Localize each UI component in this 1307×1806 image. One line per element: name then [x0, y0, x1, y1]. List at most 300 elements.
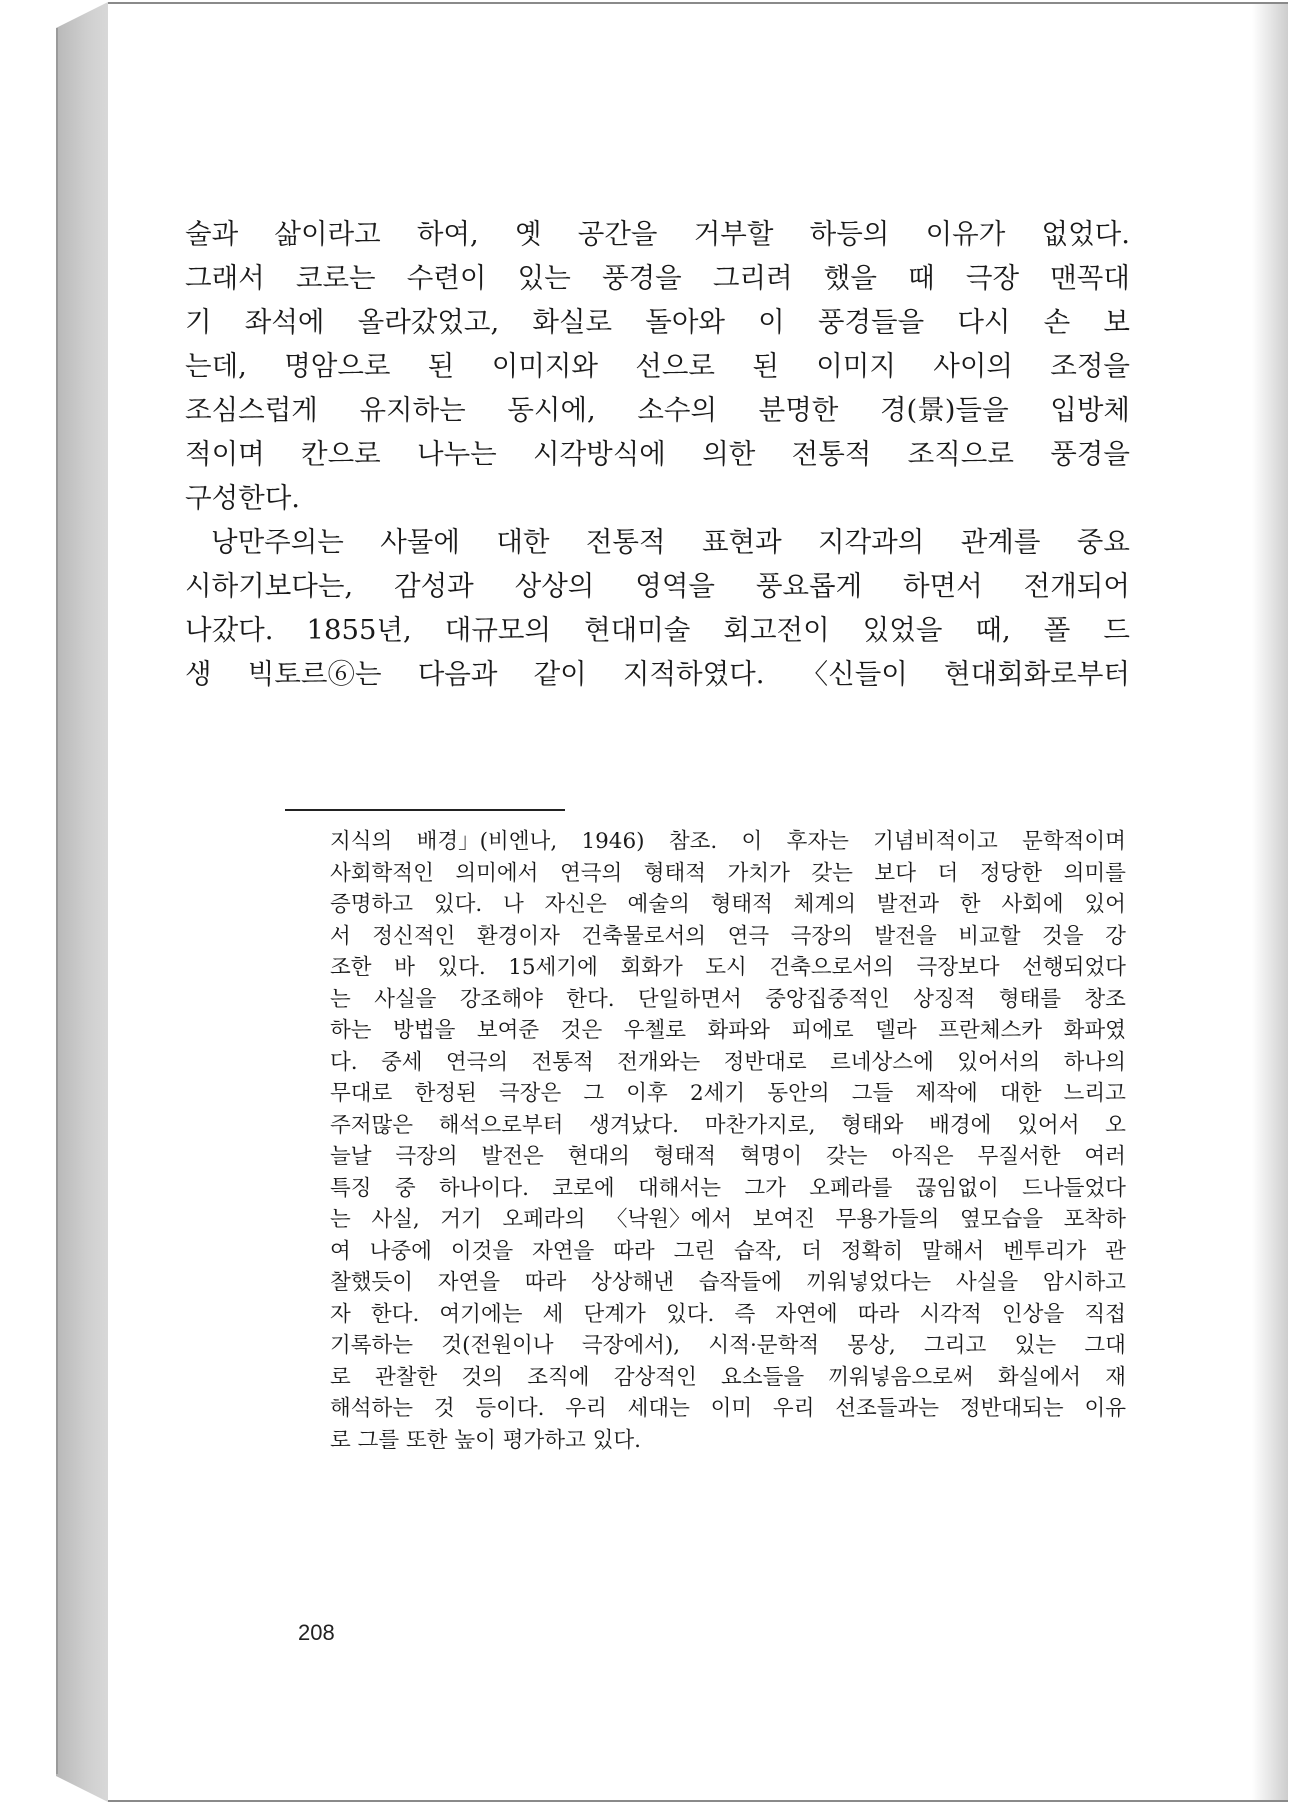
body-line — [185, 608, 1130, 652]
word: 정신적인 — [372, 923, 456, 949]
word: 선행되었다 — [1022, 955, 1126, 980]
word: 손 — [1043, 306, 1071, 338]
word: 정당한 — [979, 860, 1043, 886]
word: 해석하는 — [330, 1396, 414, 1421]
word: 하나의 — [1063, 1049, 1126, 1075]
word: 르네상스에 — [830, 1049, 934, 1075]
word: 시각적 — [919, 1301, 982, 1327]
word: 〈낙원〉에서 — [606, 1207, 733, 1232]
word: 하는 — [330, 1018, 372, 1043]
word: 이 — [758, 306, 785, 338]
word: 건축으로서의 — [769, 955, 894, 980]
word: 서 — [330, 923, 351, 949]
body-line — [185, 432, 1130, 476]
word: 연극의 — [445, 1049, 509, 1075]
word: 발전을 — [874, 923, 937, 949]
word: 따라 — [857, 1301, 900, 1327]
word: 선으로 — [635, 350, 715, 382]
word: 로 — [330, 1364, 351, 1390]
word: 조직으로 — [907, 438, 1014, 470]
word: 나중에 — [369, 1238, 432, 1264]
footnote-line — [330, 921, 1126, 953]
word: 중앙집중적인 — [765, 986, 890, 1012]
word: 조심스럽게 — [185, 394, 318, 426]
body-line — [185, 300, 1130, 344]
word: 특징 — [330, 1175, 372, 1201]
word: 그들 — [851, 1081, 894, 1106]
footnote-line — [330, 1236, 1126, 1268]
body-line: 구성한다. — [185, 482, 301, 514]
word: 동시에, — [507, 394, 596, 426]
footnote-line — [330, 1204, 1126, 1236]
word: 한 — [959, 892, 981, 917]
word: 조직에 — [527, 1364, 590, 1390]
word: 된 — [752, 350, 779, 382]
footnote-line — [330, 1015, 1126, 1047]
body-line — [185, 652, 1130, 696]
word: 전통적 — [791, 438, 872, 470]
word: 것 — [433, 1396, 455, 1421]
word: 풍경을 — [1050, 438, 1130, 470]
word: 체계의 — [793, 892, 856, 917]
word: 아직은 — [891, 1144, 954, 1169]
word: 바 — [394, 955, 415, 980]
word: 2세기 — [689, 1081, 746, 1106]
word: 벤투리가 — [1003, 1238, 1087, 1264]
word: 암시하고 — [1042, 1270, 1126, 1295]
footnote-line — [330, 984, 1126, 1016]
word: 현대미술 — [584, 614, 691, 646]
word: 것을 — [1042, 923, 1084, 949]
word: 이 — [741, 829, 763, 854]
word: 했을 — [823, 262, 877, 294]
word: 관찰한 — [374, 1364, 438, 1390]
word: 형태를 — [998, 986, 1062, 1012]
word: 강조해야 — [459, 986, 543, 1012]
word: 기념비적이고 — [873, 829, 998, 854]
word: 느리고 — [1063, 1081, 1126, 1106]
word: 있어 — [1084, 892, 1126, 917]
word: 오페라를 — [809, 1175, 893, 1201]
word: 배경에 — [929, 1112, 992, 1138]
word: 그래서 — [185, 262, 265, 294]
word: 끼워넣음으로써 — [828, 1364, 974, 1390]
word: 시각방식에 — [533, 438, 666, 470]
word: 극장보다 — [916, 955, 1000, 980]
word: 감상적인 — [613, 1364, 697, 1390]
book-spine — [56, 2, 108, 1802]
word: 사실, — [371, 1207, 420, 1232]
footnote-line — [330, 1110, 1126, 1142]
word: 후자는 — [786, 829, 849, 854]
word: 관 — [1105, 1238, 1126, 1264]
word: 하나이다. — [439, 1175, 529, 1201]
word: 상징적 — [913, 986, 976, 1012]
word: 우리 — [772, 1396, 815, 1421]
word: 이것을 — [450, 1238, 514, 1264]
word: 사이의 — [933, 350, 1013, 382]
word: 풍경들을 — [817, 306, 925, 338]
word: 다음과 — [417, 658, 498, 690]
word: 우리 — [565, 1396, 607, 1421]
word: 방법을 — [393, 1018, 456, 1043]
word: 제작에 — [915, 1081, 978, 1106]
word: 여 — [330, 1238, 351, 1264]
word: 창조 — [1084, 986, 1126, 1012]
word: 비교할 — [958, 923, 1021, 949]
word: 유지하는 — [359, 394, 466, 426]
word: 따라 — [524, 1270, 567, 1295]
word: 드 — [1103, 614, 1130, 646]
word: 보 — [1103, 306, 1130, 338]
word: 의미에서 — [455, 860, 539, 886]
word: 그대 — [1084, 1333, 1126, 1358]
word: 지각과의 — [818, 526, 925, 558]
word: 회화가 — [620, 955, 683, 980]
word: 요소들을 — [721, 1364, 805, 1390]
word: 보여준 — [476, 1018, 540, 1043]
word: 늘날 — [330, 1144, 372, 1169]
word: 나 — [502, 892, 524, 917]
word: 전통적 — [531, 1049, 594, 1075]
word: 이유 — [1084, 1396, 1126, 1421]
word: 공간을 — [577, 218, 658, 250]
word: 그린 — [673, 1238, 716, 1264]
word: 형태와 — [841, 1112, 904, 1138]
word: 세대는 — [627, 1396, 690, 1421]
word: 나누는 — [417, 438, 497, 470]
word: 올라갔었고, — [357, 306, 500, 338]
word: 선조들과는 — [835, 1396, 940, 1421]
footnote-line — [330, 952, 1126, 984]
word: 한다. — [566, 986, 615, 1012]
word: 무대로 — [330, 1081, 393, 1106]
word: 시하기보다는, — [185, 570, 354, 602]
word: 동안의 — [767, 1081, 830, 1106]
word: 연극의 — [559, 860, 623, 886]
body-line — [185, 212, 1130, 256]
word: 여러 — [1084, 1144, 1126, 1169]
word: 강 — [1105, 923, 1126, 949]
word: 극장에서), — [581, 1333, 681, 1358]
word: 오페라의 — [502, 1207, 586, 1232]
word: 것(전원이나 — [441, 1333, 554, 1358]
body-line — [185, 344, 1130, 388]
book-spine-edge — [56, 28, 58, 1774]
word: 정반대되는 — [959, 1396, 1064, 1421]
word: 생겨났다. — [589, 1112, 680, 1138]
word: 주저많은 — [330, 1112, 414, 1138]
word: 감성과 — [394, 570, 474, 602]
word: 오 — [1105, 1112, 1126, 1138]
word: 대규모의 — [444, 614, 552, 646]
word: 있는 — [517, 262, 571, 294]
word: 맨꼭대 — [1050, 262, 1130, 294]
word: 해석으로부터 — [438, 1112, 564, 1138]
word: 전개되어 — [1023, 570, 1130, 602]
word: 있다. — [433, 892, 483, 917]
body-line — [185, 388, 1130, 432]
word: 정확히 — [840, 1238, 904, 1264]
word: 건축물로서의 — [581, 923, 707, 949]
word: 찰했듯이 — [330, 1270, 414, 1295]
word: 보다 — [874, 860, 916, 886]
word: 낭만주의는 — [211, 526, 344, 558]
word: 이유가 — [925, 218, 1006, 250]
word: 단일하면서 — [637, 986, 742, 1012]
word: 풍경을 — [602, 262, 682, 294]
word: 더 — [937, 860, 959, 886]
word: 극장의 — [395, 1144, 458, 1169]
word: 옆모습을 — [959, 1207, 1044, 1232]
word: 조한 — [330, 955, 372, 980]
page-edge-shadow — [1252, 4, 1288, 1800]
word: 된 — [427, 350, 455, 382]
footnote-line — [330, 1173, 1126, 1205]
word: 다시 — [957, 306, 1011, 338]
word: 도시 — [705, 955, 747, 980]
word: 전통적 — [585, 526, 666, 558]
word: 관계를 — [960, 526, 1041, 558]
word: 는 — [330, 986, 351, 1012]
word: 코로에 — [552, 1175, 615, 1201]
word: 자연을 — [437, 1270, 501, 1295]
body-line — [185, 564, 1130, 608]
word: 적이며 — [185, 438, 265, 470]
word: 우첼로 — [623, 1018, 687, 1043]
footnote-line — [330, 1330, 1126, 1362]
word: 따라 — [613, 1238, 655, 1264]
word: 형태적 — [653, 1144, 717, 1169]
footnote-line — [330, 889, 1126, 921]
word: 갖는 — [825, 1144, 868, 1169]
word: 포착하 — [1063, 1207, 1126, 1232]
word: 드나들었다 — [1022, 1175, 1126, 1201]
footnote-line — [330, 1393, 1126, 1425]
word: 한다. — [370, 1301, 420, 1327]
word: 중 — [394, 1175, 416, 1201]
word: 칸으로 — [301, 438, 381, 470]
word: 예술의 — [627, 892, 690, 917]
word: 자 — [330, 1301, 351, 1327]
word: 있는 — [1014, 1333, 1057, 1358]
word: 기록하는 — [330, 1333, 414, 1358]
word: 표현과 — [701, 526, 782, 558]
word: 습작들에 — [698, 1270, 782, 1295]
word: 의미를 — [1063, 860, 1126, 886]
page-number: 208 — [298, 1620, 335, 1645]
word: 전개와는 — [617, 1049, 701, 1075]
word: 옛 — [514, 218, 542, 250]
word: 사회학적인 — [330, 860, 434, 886]
word: 거부할 — [693, 218, 774, 250]
word: 다. — [330, 1049, 358, 1075]
word: 가치가 — [727, 860, 790, 886]
word: 있다. — [437, 955, 486, 980]
word: 소수의 — [637, 394, 718, 426]
word: 같이 — [533, 658, 587, 690]
word: 형태적 — [643, 860, 707, 886]
word: 증명하고 — [330, 892, 414, 917]
word: 분명한 — [758, 394, 839, 426]
footnote-line — [330, 1267, 1126, 1299]
word: 나갔다. — [185, 614, 274, 646]
word: 즉 — [734, 1301, 756, 1327]
footnote-line — [330, 1141, 1126, 1173]
word: 지식의 — [330, 829, 393, 854]
word: 는 — [330, 1207, 351, 1232]
word: 사회에 — [1001, 892, 1064, 917]
word: 그리려 — [712, 262, 793, 294]
word: 화파였 — [1063, 1018, 1126, 1043]
word: 술과 — [185, 218, 239, 250]
word: 풍요롭게 — [755, 570, 863, 602]
word: 는데, — [185, 350, 247, 382]
word: 있어서의 — [957, 1049, 1041, 1075]
footnote-line: 로 그를 또한 높이 평가하고 있다. — [330, 1427, 642, 1453]
word: 하여, — [416, 218, 479, 250]
word: 있어서 — [1017, 1112, 1080, 1138]
footnote-line — [330, 1362, 1126, 1394]
word: 때 — [908, 262, 935, 294]
word: 영역을 — [635, 570, 715, 602]
word: 현대의 — [567, 1144, 630, 1169]
word: 인상을 — [1001, 1301, 1065, 1327]
word: 1855년, — [306, 614, 412, 646]
word: 기 — [185, 306, 212, 338]
footnote-separator — [285, 809, 565, 811]
word: 사물에 — [380, 526, 460, 558]
word: 더 — [801, 1238, 822, 1264]
word: 단계가 — [583, 1301, 646, 1327]
word: 있었을 — [862, 614, 943, 646]
word: 중요 — [1076, 526, 1130, 558]
word: 그 — [583, 1081, 605, 1106]
word: 화파와 — [707, 1018, 770, 1043]
word: 현대회화로부터 — [944, 658, 1130, 690]
word: 끊임없이 — [915, 1175, 999, 1201]
word: 사실을 — [955, 1270, 1019, 1295]
word: 피에로 — [791, 1018, 854, 1043]
word: 있다. — [665, 1301, 715, 1327]
word: 폴 — [1043, 614, 1071, 646]
word: 말해서 — [922, 1238, 985, 1264]
word: 수련이 — [406, 262, 487, 294]
word: 무용가들의 — [835, 1207, 940, 1232]
word: 등이다. — [475, 1396, 545, 1421]
word: 이후 — [626, 1081, 668, 1106]
word: 연극 — [727, 923, 770, 949]
word: 극장의 — [790, 923, 853, 949]
word: 발전은 — [481, 1144, 544, 1169]
word: 대한 — [496, 526, 550, 558]
word: 화실에서 — [997, 1364, 1081, 1390]
word: 혁명이 — [739, 1144, 803, 1169]
word: 중세 — [380, 1049, 423, 1075]
body-text — [185, 212, 1130, 696]
word: 15세기에 — [508, 955, 598, 980]
word: 자신은 — [544, 892, 607, 917]
word: 참조. — [668, 829, 718, 854]
word: 빅토르⑥는 — [247, 658, 382, 690]
word: 한정된 — [414, 1081, 477, 1106]
footnote-line — [330, 826, 1126, 858]
word: 마찬가지로, — [704, 1112, 816, 1138]
word: 경(景)들을 — [879, 394, 1009, 426]
word: 조정을 — [1050, 350, 1130, 382]
word: 델라 — [875, 1018, 917, 1043]
body-line — [185, 256, 1130, 300]
word: 프란체스카 — [938, 1018, 1043, 1043]
word: 환경이자 — [476, 923, 560, 949]
footnote-line — [330, 1047, 1126, 1079]
word: 좌석에 — [244, 306, 325, 338]
word: 때, — [975, 614, 1011, 646]
footnote-line — [330, 858, 1126, 890]
word: 이미 — [710, 1396, 753, 1421]
word: 없었다. — [1041, 218, 1130, 250]
word: 자연에 — [775, 1301, 838, 1327]
word: 갖는 — [811, 860, 853, 886]
word: 대한 — [999, 1081, 1042, 1106]
word: 상상해낸 — [591, 1270, 675, 1295]
word: 지적하였다. — [622, 658, 765, 690]
word: 삶이라고 — [274, 218, 381, 250]
word: 명암으로 — [284, 350, 391, 382]
word: 극장은 — [498, 1081, 562, 1106]
footnote-text — [330, 826, 1126, 1456]
word: 보여진 — [752, 1207, 815, 1232]
body-line — [185, 520, 1130, 564]
word: 이미지와 — [491, 350, 598, 382]
word: 1946) — [581, 829, 645, 854]
word: 그리고 — [924, 1333, 987, 1358]
word: 무질서한 — [977, 1144, 1061, 1169]
word: 거기 — [440, 1207, 482, 1232]
word: 생 — [185, 658, 212, 690]
word: 것은 — [560, 1018, 603, 1043]
word: 시적·문학적 — [708, 1333, 820, 1358]
footnote-line — [330, 1078, 1126, 1110]
word: 입방체 — [1050, 394, 1130, 426]
word: 하등의 — [809, 218, 890, 250]
word: 세 — [542, 1301, 564, 1327]
word: 상상의 — [514, 570, 595, 602]
word: 몽상, — [847, 1333, 896, 1358]
word: 형태적 — [710, 892, 773, 917]
word: 배경」(비엔나, — [416, 829, 558, 854]
word: 〈신들이 — [800, 658, 908, 690]
footnote-line — [330, 1299, 1126, 1331]
word: 사실을 — [374, 986, 437, 1012]
word: 끼워넣었다는 — [806, 1270, 932, 1295]
word: 이미지 — [816, 350, 896, 382]
word: 정반대로 — [723, 1049, 807, 1075]
word: 의한 — [702, 438, 756, 470]
word: 습작, — [733, 1238, 783, 1264]
word: 코로는 — [295, 262, 376, 294]
word: 여기에는 — [439, 1301, 523, 1327]
word: 자연을 — [531, 1238, 595, 1264]
word: 하면서 — [903, 570, 983, 602]
word: 그가 — [744, 1175, 786, 1201]
word: 회고전이 — [723, 614, 830, 646]
word: 대해서는 — [637, 1175, 722, 1201]
word: 직접 — [1084, 1301, 1126, 1327]
word: 극장 — [965, 262, 1020, 294]
word: 화실로 — [532, 306, 613, 338]
word: 재 — [1105, 1364, 1126, 1390]
